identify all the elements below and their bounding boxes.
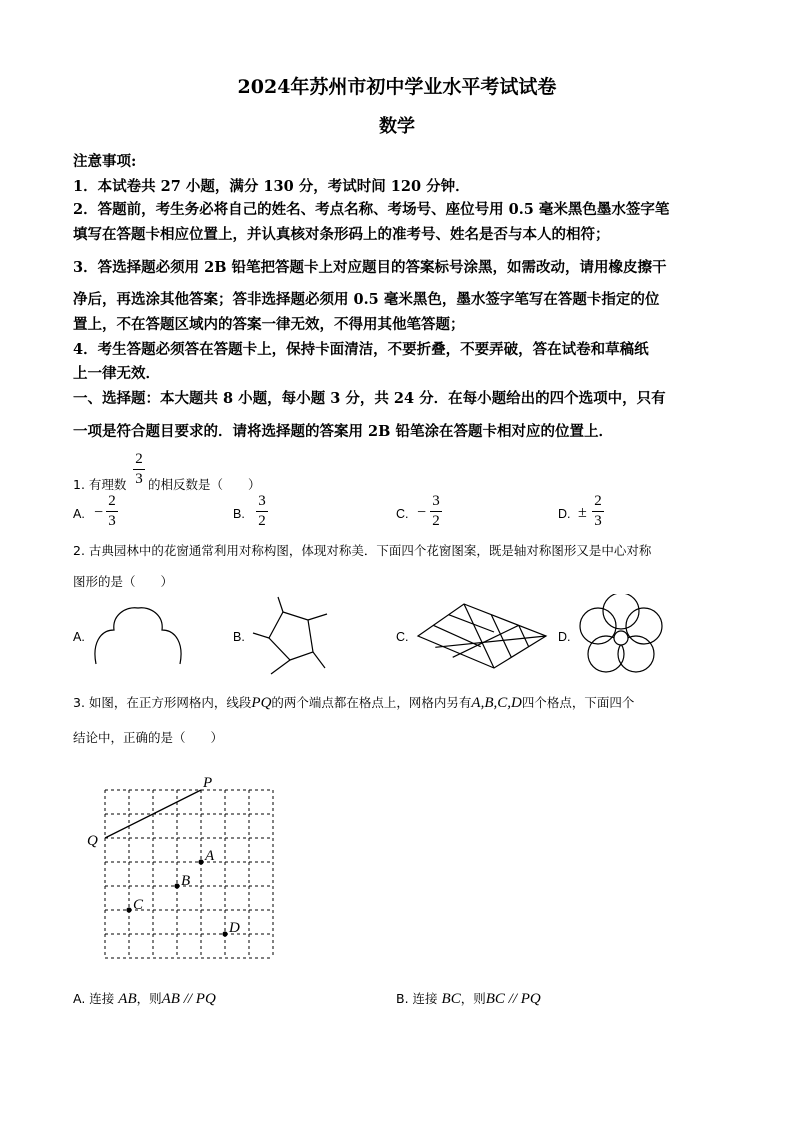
q3-points: A,B,C,D [471, 695, 522, 711]
q3-option-b-rel: BC // PQ [485, 991, 541, 1007]
frac-num: 3 [258, 493, 266, 509]
q1-option-c-fraction [430, 493, 442, 530]
label-b: B [181, 873, 191, 889]
q3-text-post: 四个格点，下面四个 [521, 695, 635, 710]
q2-figure-b [245, 590, 340, 685]
q3-option-a-text: 连接 [89, 991, 115, 1006]
label-a: A [205, 848, 215, 864]
label-d: D [229, 920, 240, 936]
q1-option-a-fraction [106, 493, 118, 530]
pentagon-shape [269, 612, 313, 660]
q1-option-b-fraction [256, 493, 268, 530]
notes-line: 4．考生答题必须答在答题卡上，保持卡面清洁，不要折叠，不要弄破，答在试卷和草稿纸 [73, 341, 649, 358]
lattice-line [449, 615, 494, 632]
notes-line: 1．本试卷共 27 小题，满分 130 分，考试时间 120 分钟． [73, 178, 470, 195]
q3-option-a[interactable] [73, 989, 216, 1008]
notes-line: 置上，不在答题区域内的答案一律无效，不得用其他笔答题； [73, 316, 465, 333]
q3-option-b-seg: BC [441, 991, 461, 1007]
q3-text-pre: 3. 如图，在正方形网格内，线段 [73, 695, 252, 710]
pinwheel-arm [271, 660, 290, 674]
q3-text-mid: 的两个端点都在格点上，网格内另有 [271, 695, 472, 710]
q3-option-a-letter: A. [73, 991, 86, 1006]
q3-grid-figure [80, 770, 290, 970]
q2-figure-a [88, 600, 188, 670]
q1-suffix: 的相反数是（ ） [148, 477, 261, 492]
q1-option-d-letter[interactable]: D. [558, 507, 571, 521]
q1-option-c-sign: − [417, 504, 427, 521]
q3-option-a-seg: AB [118, 991, 137, 1007]
section-heading: 一、选择题：本大题共 8 小题，每小题 3 分，共 24 分．在每小题给出的四个选项中，只有 [73, 390, 666, 407]
q3-segment-pq: PQ [251, 695, 272, 711]
notes-line: 填写在答题卡相应位置上，并认真核对条形码上的准考号、姓名是否与本人的相符； [73, 226, 610, 243]
lattice-outline [418, 604, 546, 668]
q1-option-a-sign: − [94, 504, 104, 521]
q1-option-d-fraction [592, 493, 604, 530]
q2-text-line1: 2. 古典园林中的花窗通常利用对称构图，体现对称美．下面四个花窗图案，既是轴对称图形又是中心对称 [73, 543, 652, 558]
q3-option-b-text: 连接 [412, 991, 438, 1006]
pinwheel-arm [253, 633, 269, 638]
notes-heading: 注意事项: [73, 153, 137, 170]
q1-option-d-sign: ± [578, 504, 587, 521]
q1-option-a-letter[interactable]: A. [73, 507, 85, 521]
label-c: C [133, 897, 144, 913]
q3-option-b[interactable] [396, 989, 541, 1008]
q3-option-b-then: ，则 [460, 991, 486, 1006]
q2-option-a-letter[interactable]: A. [73, 630, 85, 644]
notes-line: 2．答题前，考生务必将自己的姓名、考点名称、考场号、座位号用 0.5 毫米黑色墨水签字笔 [73, 201, 670, 218]
notes-line: 3．答选择题必须用 2B 铅笔把答题卡上对应题目的答案标号涂黑，如需改动，请用橡皮擦干 [73, 259, 667, 276]
q2-figure-c [414, 600, 550, 672]
q1-option-b-letter[interactable]: B. [233, 507, 245, 521]
pinwheel-arm [278, 597, 283, 612]
q1-frac-num: 2 [135, 451, 143, 467]
pinwheel-arm [308, 614, 327, 620]
q1-frac-den: 3 [135, 471, 143, 487]
exam-title: 2024年苏州市初中学业水平考试试卷 [237, 76, 557, 98]
point-d-dot [222, 931, 227, 936]
q2-option-d-letter[interactable]: D. [558, 630, 571, 644]
frac-num: 2 [594, 493, 602, 509]
label-p: P [203, 775, 213, 791]
q1-fraction [133, 451, 145, 488]
q3-option-b-letter: B. [396, 991, 409, 1006]
frac-num: 2 [108, 493, 116, 509]
q3-text-line2: 结论中，正确的是（ ） [73, 730, 224, 745]
frac-num: 3 [432, 493, 440, 509]
frac-den: 2 [258, 513, 266, 529]
point-c-dot [126, 907, 131, 912]
frac-den: 2 [432, 513, 440, 529]
point-b-dot [174, 883, 179, 888]
notes-line: 净后，再选涂其他答案；答非选择题必须用 0.5 毫米黑色，墨水签字笔写在答题卡指定的位 [73, 291, 660, 308]
section-instruction: 一项是符合题目要求的．请将选择题的答案用 2B 铅笔涂在答题卡相对应的位置上． [73, 423, 613, 440]
q1-prefix: 1. 有理数 [73, 477, 127, 492]
cloud-window-shape [95, 608, 181, 664]
q2-option-c-letter[interactable]: C. [396, 630, 409, 644]
point-a-dot [198, 859, 203, 864]
q3-option-a-rel: AB // PQ [161, 991, 216, 1007]
frac-den: 3 [108, 513, 116, 529]
subject-title: 数学 [379, 116, 415, 137]
q1-option-c-letter[interactable]: C. [396, 507, 409, 521]
q2-option-b-letter[interactable]: B. [233, 630, 245, 644]
flower-center [614, 631, 628, 645]
label-q: Q [87, 833, 98, 849]
q3-option-a-then: ，则 [136, 991, 162, 1006]
q3-text-line1 [73, 693, 634, 712]
pinwheel-arm [313, 652, 325, 668]
q2-figure-d [576, 594, 666, 684]
notes-line: 上一律无效． [73, 365, 160, 382]
q2-text-line2: 图形的是（ ） [73, 574, 174, 589]
frac-den: 3 [594, 513, 602, 529]
